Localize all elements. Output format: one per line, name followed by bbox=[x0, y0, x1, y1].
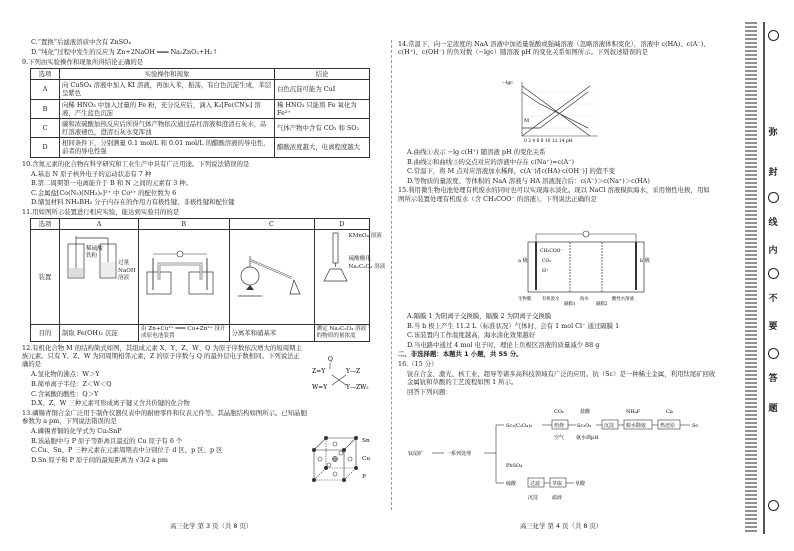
right-page-3 bbox=[398, 312, 716, 398]
q10-option-d: D.储氢材料 NH₃BH₃ 分子内存在的作用力有极性键、非极性键和配位键 bbox=[31, 198, 235, 207]
q12-structure-figure bbox=[306, 353, 376, 399]
q12-option-a: A.氢化物的沸点：W＞Y bbox=[31, 370, 100, 379]
q10-stem: 10.含氮元素的化合物在科学研究和工业生产中具有广泛用途。下列说法错误的是 bbox=[22, 159, 250, 168]
table-row bbox=[31, 99, 370, 118]
q9-cell: A bbox=[31, 80, 60, 99]
q11-device-c bbox=[229, 230, 314, 325]
flow-oxalic: 草酸 bbox=[575, 481, 586, 487]
flow-filtrate: 滤液 bbox=[552, 495, 563, 501]
left-footer: 高三化学 第 3 页（共 8 页） bbox=[170, 522, 253, 530]
binding-line bbox=[763, 22, 765, 534]
q15-option-d: D.当电路中通过 4 mol 电子时，理论上负极区溶液的质量减少 88 g bbox=[407, 340, 600, 349]
q11-header: A bbox=[60, 218, 139, 229]
q9-header-operation: 实验操作和现象 bbox=[60, 68, 275, 79]
label-b-pole: b 极 bbox=[640, 258, 650, 264]
left-page bbox=[22, 38, 384, 465]
q16-flowchart bbox=[404, 405, 716, 515]
q15-option-a: A.隔膜 1 为阳离子交换膜，隔膜 2 为阴离子交换膜 bbox=[407, 312, 552, 320]
svg-text:Y—ZW₂: Y—ZW₂ bbox=[346, 384, 369, 391]
q9-header-conclusion: 结论 bbox=[275, 68, 370, 79]
q15-cell-figure bbox=[512, 230, 652, 306]
flow-sediment: 沉淀 bbox=[528, 495, 539, 501]
flow-titanium-tailings: 钛尾矿 bbox=[408, 451, 424, 457]
q11-purpose-a: 制取 Fe(OH)₂ 沉淀 bbox=[60, 324, 139, 341]
flow-hcl: 盐酸 bbox=[580, 409, 591, 415]
label-membrane-2: 隔膜2 bbox=[596, 302, 608, 306]
q9-cell: 醋酸浓度越大，电离程度越大 bbox=[275, 138, 370, 157]
q8-option-c: C.“置换”后滤液溶质中含有 ZnSO₄ bbox=[31, 38, 131, 46]
svg-text:Z=Y: Z=Y bbox=[312, 368, 326, 375]
q11-row-label-device: 装置 bbox=[31, 230, 60, 325]
binding-strip bbox=[745, 22, 757, 534]
section-2-heading: 二、非选择题：本题共 1 小题，共 55 分。 bbox=[398, 350, 523, 359]
legend-sn: Sn bbox=[362, 438, 370, 444]
q13-unit-cell-figure bbox=[306, 432, 378, 494]
right-page-2 bbox=[398, 148, 716, 204]
seal-char: 弥 bbox=[768, 128, 778, 138]
q16-intro: 钪在合金、激光、核工业、超导等诸多高科技领域有广泛的应用。钪（Sc）是一种稀土金属，利用钛尾矿回收金属钪和草酸的工艺流程如图 1 所示。 bbox=[407, 370, 716, 387]
label-kmno4: KMnO₄ 溶液 bbox=[348, 233, 382, 240]
label-membrane-1: 隔膜1 bbox=[564, 302, 576, 306]
seal-circle-icon bbox=[768, 348, 779, 359]
galvanic-cell-icon bbox=[141, 250, 221, 302]
flow-filter: 过滤 bbox=[530, 481, 541, 487]
q11-header: C bbox=[229, 218, 314, 229]
q9-cell: 碳和浓硫酸加热反应后所得气体产物依次通过品红溶液和澄清石灰水，品红溶液褪色，澄清石灰水变浑浊 bbox=[60, 118, 275, 137]
q14-option-b: B.曲线②和曲线③的交点对应的溶液中存在 c(Na⁺)=c(A⁻) bbox=[407, 157, 575, 166]
label-a-pole: a 极 bbox=[518, 258, 528, 264]
q16-prompt: 回答下列问题： bbox=[407, 388, 452, 397]
label-na2c2o4: 硫酸酸化 Na₂C₂O₄ 溶液 bbox=[348, 256, 386, 270]
seal-char: 线 bbox=[768, 218, 778, 228]
flow-sc-oxalate: Sc₂(C₂O₄)₃ bbox=[506, 423, 533, 429]
seal-char: 要 bbox=[768, 322, 778, 332]
q10-option-c: C.金属盐[Co(N₃)(NH₃)₅]²⁺ 中 Co³⁺ 的配位数为 6 bbox=[31, 188, 177, 197]
flow-pbso4: PbSO₄ bbox=[506, 463, 523, 469]
flow-dehydrate: 脱水除铵 bbox=[626, 423, 647, 429]
q16-stem: 16.（15 分） bbox=[398, 360, 438, 369]
q10-option-a: A.基态 N 原子核外电子的运动状态有 7 种 bbox=[31, 169, 152, 178]
table-row bbox=[31, 80, 370, 99]
flow-co2: CO₂ bbox=[554, 409, 564, 415]
q14-stem: 14.常温下，向一定浓度的 NaA 溶液中加适量强酸或强碱溶液（忽略溶液体积变化），溶液中 c(HA)、c(A⁻)、c(H⁺)、c(OH⁻) 的负对数（−lgc）随溶液 pH 的变化关系如图所示。下列叙述错误的是 bbox=[398, 40, 710, 57]
page-divider bbox=[391, 40, 392, 510]
svg-text:−lgc: −lgc bbox=[502, 81, 513, 86]
q11-stem: 11.用如图所示装置进行相应实验，能达到实验目的的是 bbox=[22, 207, 180, 216]
q8-option-d: D.“纯化”过程中发生的反应为 Zn+2NaOH ═══ Na₂ZnO₂+H₂↑ bbox=[31, 47, 218, 56]
flow-roast: 焙烧 bbox=[554, 423, 565, 429]
q13-option-a: A.磷锡青铜的化学式为 Cu₃SnP bbox=[31, 426, 122, 435]
label-naoh: 过量 NaOH 溶液 bbox=[118, 260, 136, 281]
q9-table bbox=[30, 68, 370, 158]
q12-option-b: B.简单离子半径：Z＜W＜Q bbox=[31, 380, 112, 389]
q11-row-label-purpose: 目的 bbox=[31, 324, 60, 341]
seal-circle-icon bbox=[768, 30, 779, 41]
table-row bbox=[31, 118, 370, 137]
q11-header: D bbox=[314, 218, 370, 229]
flow-sc2o3: Sc₂O₃ bbox=[577, 423, 592, 429]
flow-sulfuric: 硫酸 bbox=[506, 481, 517, 487]
q11-device-a bbox=[60, 230, 139, 325]
distillation-icon bbox=[232, 250, 312, 302]
q11-device-b bbox=[139, 230, 230, 325]
label-organic-wastewater: 有机废水 bbox=[542, 297, 560, 302]
seal-circle-icon bbox=[768, 192, 779, 203]
q11-purpose-d: 测定 Na₂C₂O₄ 溶液的物质的量浓度 bbox=[314, 324, 370, 341]
seal-circle-icon bbox=[768, 268, 779, 279]
svg-text:W=Y: W=Y bbox=[312, 384, 328, 391]
q13-option-c: C.Cu、Sn、P 三种元素在元素周期表中分别位于 d 区、p 区、p 区 bbox=[31, 446, 223, 455]
seal-char: 题 bbox=[768, 404, 778, 414]
right-footer: 高三化学 第 4 页（共 8 页） bbox=[520, 522, 603, 530]
label-co2: CO₂ bbox=[542, 259, 552, 264]
label-acidic-solution: 酸性水溶液 bbox=[612, 297, 634, 302]
flow-air: 空气 bbox=[554, 435, 565, 441]
seal-char: 答 bbox=[768, 374, 778, 384]
q15-option-c: C.该装置内工作温度越高，海水淡化效果越好 bbox=[407, 331, 536, 340]
q11-purpose-c: 分离苯和硝基苯 bbox=[229, 324, 314, 341]
q9-cell: 气体产物中含有 CO₂ 和 SO₂ bbox=[275, 118, 370, 137]
flow-nh4f: NH₄F bbox=[626, 409, 641, 415]
q14-option-d: D.等物质的量浓度、等体积的 NaA 溶液与 HA 溶液混合后：c(A⁻)＞c(Na⁺)＞c(HA) bbox=[407, 176, 650, 185]
svg-text:M: M bbox=[524, 118, 530, 124]
flow-ca: Ca bbox=[666, 409, 673, 415]
q13-option-b: B.该晶胞中与 P 原子等距离且最近的 Cu 原子有 6 个 bbox=[31, 436, 183, 445]
label-dilute-sulfuric: 稀硫酸 bbox=[86, 246, 103, 253]
flow-process: 一系列处理 bbox=[446, 451, 472, 457]
q13-option-d: D.Sn 原子和 P 原子间的最短距离为 √3/2 a pm bbox=[31, 455, 168, 464]
q12-stem: 12.有机化合物 M 的结构简式如图，其组成元素 X、Y、Z、W、Q 为原子序数依次增大的短周期主族元素。只有 Y、Z、W 为同周期相邻元素，Z 的原子序数与 Q 的最外层电子数相同。下列说法正确的是 bbox=[22, 344, 302, 369]
flow-ammonia: 氨水调pH bbox=[576, 435, 599, 441]
q9-cell: B bbox=[31, 99, 60, 118]
seal-char: 封 bbox=[768, 168, 778, 178]
flow-precipitate: 沉淀 bbox=[604, 423, 615, 429]
label-biofilm: 生物膜 bbox=[518, 297, 532, 302]
table-row bbox=[31, 138, 370, 157]
seal-circle-icon bbox=[768, 500, 779, 511]
flow-sc: Sc bbox=[692, 423, 699, 429]
svg-text:0 2 4 6 8 10 12 14 pH: 0 2 4 6 8 10 12 14 pH bbox=[524, 139, 573, 144]
q14-option-c: C.常温下，将 M 点对应溶液加水稀释，c(A⁻)/[c(HA)·c(OH⁻)] 的值不变 bbox=[407, 167, 615, 176]
q11-header: 选项 bbox=[31, 218, 60, 229]
legend-cu: Cu bbox=[362, 456, 371, 462]
q15-option-b: B.当 b 极上产生 11.2 L（标准状况）气体时，会有 1 mol Cl⁻ 通过隔膜 1 bbox=[407, 321, 620, 330]
flow-thermal-reduction: 热还原 bbox=[660, 423, 676, 429]
q9-cell: 向 CuSO₄ 溶液中加入 KI 溶液，再加入苯，振荡，有白色沉淀生成，苯层呈紫色 bbox=[60, 80, 275, 99]
q12-option-c: C.含氧酸的酸性：Q＞Y bbox=[31, 389, 99, 398]
label-acetate: CH₃COO⁻ bbox=[540, 249, 563, 254]
q14-option-a: A.曲线①表示 −lg c(H⁺) 随溶液 pH 的变化关系 bbox=[407, 148, 546, 156]
svg-text:Y—Z: Y—Z bbox=[346, 368, 361, 375]
q9-cell: 稀 HNO₃ 只能将 Fe 氧化为 Fe²⁺ bbox=[275, 99, 370, 118]
q10-option-b: B.第二周期第一电离能介于 B 和 N 之间的元素有 3 种。 bbox=[31, 179, 193, 188]
q15-stem: 15.利用微生物电池处理有机废水的同时也可以实现海水淡化。现以 NaCl 溶液模拟海水，采用惰性电极，用如图所示装置处理有机废水（含 CH₃COO⁻ 的溶液）。下列说法正确的是 bbox=[398, 186, 710, 203]
q9-cell: C bbox=[31, 118, 60, 137]
seal-char: 内 bbox=[768, 246, 778, 256]
label-hplus: H⁺ bbox=[542, 269, 549, 274]
q11-purpose-b: 由 Zn+Cu²⁺ ═══ Cu+Zn²⁺ 设计成原电池装置 bbox=[139, 324, 230, 341]
flow-extract: 萃取 bbox=[552, 481, 563, 487]
q11-table bbox=[30, 218, 386, 342]
q9-cell: 相同条件下，分别测量 0.1 mol/L 和 0.01 mol/L 的醋酸溶液的导电性，前者的导电性强 bbox=[60, 138, 275, 157]
q13-stem: 13.磷锡青铜合金广泛用于制作仪器仪表中的耐磨零件和仪表元件等。其晶胞结构如图所示。已知晶胞参数为 a pm，下列说法错误的是 bbox=[22, 408, 307, 425]
svg-text:Q: Q bbox=[328, 356, 333, 363]
q9-cell: 向稀 HNO₃ 中加入过量的 Fe 粉，充分反应后，滴入 K₃[Fe(CN)₆] 溶液，产生蓝色沉淀 bbox=[60, 99, 275, 118]
label-seawater: 海水 bbox=[580, 297, 589, 302]
label-iron-powder: 铁粉 bbox=[86, 253, 98, 260]
right-page bbox=[398, 40, 716, 58]
q14-chart bbox=[500, 78, 600, 144]
seal-char: 不 bbox=[768, 294, 778, 304]
q9-cell: 白色沉淀可能为 CuI bbox=[275, 80, 370, 99]
q11-header: B bbox=[139, 218, 230, 229]
q9-cell: D bbox=[31, 138, 60, 157]
q12-option-d: D.X、Z、W 三种元素可形成离子键又含共价键的化合物 bbox=[31, 399, 190, 408]
q9-header-option: 选项 bbox=[31, 68, 60, 79]
legend-p: P bbox=[362, 474, 366, 480]
q11-device-d bbox=[314, 230, 386, 325]
q9-stem: 9.下列由实验操作和现象所得结论正确的是 bbox=[22, 57, 144, 66]
